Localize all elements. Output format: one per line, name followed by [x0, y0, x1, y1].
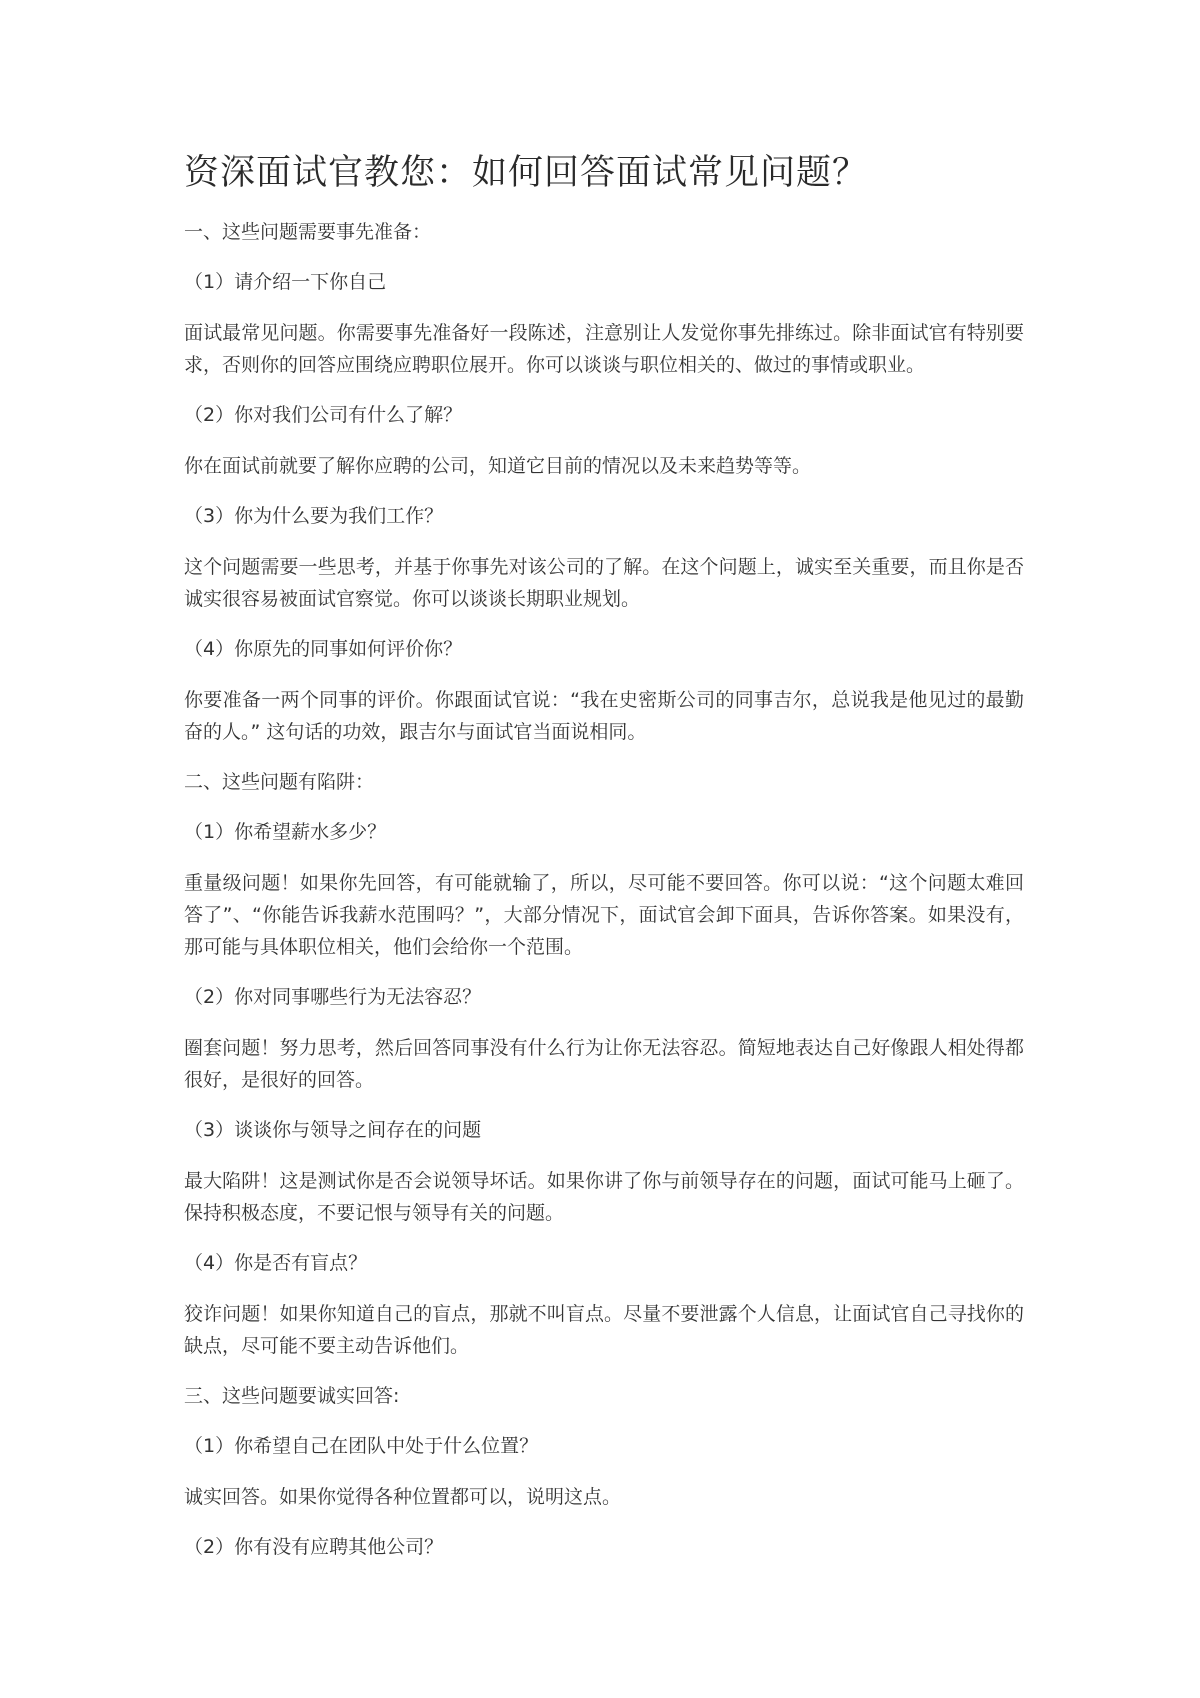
section-heading: 二、这些问题有陷阱：: [184, 771, 375, 793]
question-text: （3）谈谈你与领导之间存在的问题: [184, 1119, 482, 1141]
question-text: （2）你有没有应聘其他公司？: [184, 1536, 444, 1558]
answer-text: 狡诈问题！如果你知道自己的盲点，那就不叫盲点。尽量不要泄露个人信息，让面试官自己寻找你的缺点，尽可能不要主动告诉他们。: [184, 1303, 1024, 1357]
answer-text: 圈套问题！努力思考，然后回答同事没有什么行为让你无法容忍。简短地表达自己好像跟人相处得都很好，是很好的回答。: [184, 1037, 1024, 1091]
question-text: （1）请介绍一下你自己: [184, 271, 387, 293]
question-text: （2）你对我们公司有什么了解？: [184, 404, 463, 426]
section-heading: 三、这些问题要诚实回答:: [184, 1385, 400, 1407]
question-text: （2）你对同事哪些行为无法容忍？: [184, 986, 482, 1008]
page-title: 资深面试官教您：如何回答面试常见问题？: [184, 153, 869, 193]
question-text: （1）你希望薪水多少？: [184, 821, 387, 843]
question-text: （4）你原先的同事如何评价你？: [184, 638, 463, 660]
answer-text: 你在面试前就要了解你应聘的公司，知道它目前的情况以及未来趋势等等。: [184, 455, 812, 477]
answer-text: 这个问题需要一些思考，并基于你事先对该公司的了解。在这个问题上，诚实至关重要，而且你是否诚实很容易被面试官察觉。你可以谈谈长期职业规划。: [184, 556, 1024, 610]
answer-text: 面试最常见问题。你需要事先准备好一段陈述，注意别让人发觉你事先排练过。除非面试官有特别要求，否则你的回答应围绕应聘职位展开。你可以谈谈与职位相关的、做过的事情或职业。: [184, 322, 1024, 376]
answer-text: 诚实回答。如果你觉得各种位置都可以，说明这点。: [184, 1486, 622, 1508]
section-1: [184, 216, 1024, 748]
section-heading: 一、这些问题需要事先准备：: [184, 221, 432, 243]
question-text: （4）你是否有盲点？: [184, 1252, 368, 1274]
section-2: [184, 766, 1024, 1362]
document-content: [184, 148, 1024, 1582]
answer-text: 最大陷阱！这是测试你是否会说领导坏话。如果你讲了你与前领导存在的问题，面试可能马上砸了。保持积极态度，不要记恨与领导有关的问题。: [184, 1170, 1024, 1224]
question-text: （3）你为什么要为我们工作？: [184, 505, 444, 527]
answer-text: 你要准备一两个同事的评价。你跟面试官说：“我在史密斯公司的同事吉尔，总说我是他见过的最勤奋的人。” 这句话的功效，跟吉尔与面试官当面说相同。: [184, 689, 1024, 743]
answer-text: 重量级问题！如果你先回答，有可能就输了，所以，尽可能不要回答。你可以说：“这个问题太难回答了”、“你能告诉我薪水范围吗？”，大部分情况下，面试官会卸下面具，告诉你答案。如果没有，那可能与具体职位相关，他们会给你一个范围。: [184, 872, 1024, 958]
section-3: [184, 1380, 1024, 1563]
question-text: （1）你希望自己在团队中处于什么位置？: [184, 1435, 539, 1457]
